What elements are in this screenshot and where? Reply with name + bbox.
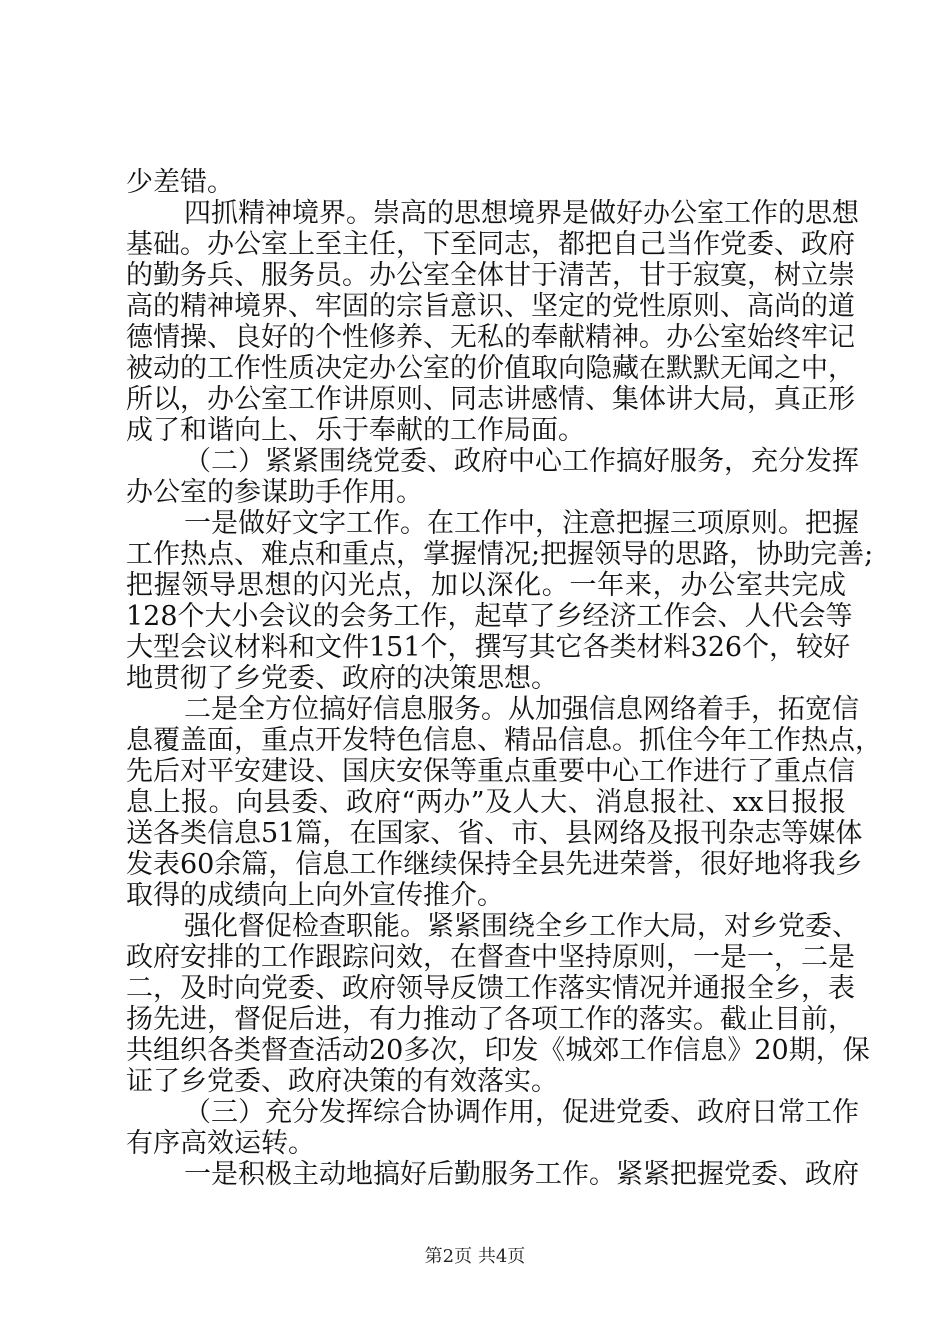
text-line: 一是做好文字工作。在工作中，注意把握三项原则。把握 [184, 508, 859, 539]
text-line: 128个大小会议的会务工作，起草了乡经济工作会、人代会等 [126, 601, 853, 632]
text-line: 送各类信息51篇，在国家、省、市、县网络及报刊杂志等媒体 [126, 818, 863, 849]
section-heading-line: 有序高效运转。 [126, 1128, 315, 1159]
text-line: 扬先进，督促后进，有力推动了各项工作的落实。截止目前， [126, 1004, 855, 1035]
text-line: 政府安排的工作跟踪问效，在督查中坚持原则，一是一，二是 [126, 942, 855, 973]
text-line: 证了乡党委、政府决策的有效落实。 [126, 1066, 558, 1097]
text-line: 的勤务兵、服务员。办公室全体甘于清苦，甘于寂寞，树立崇 [126, 260, 855, 291]
text-line: 德情操、良好的个性修养、无私的奉献精神。办公室始终牢记 [126, 322, 855, 353]
section-heading-line: （三）充分发挥综合协调作用，促进党委、政府日常工作 [184, 1097, 859, 1128]
text-line: 二是全方位搞好信息服务。从加强信息网络着手，拓宽信 [184, 694, 859, 725]
text-line: 先后对平安建设、国庆安保等重点重要中心工作进行了重点信 [126, 756, 855, 787]
page-footer: 第2页 共4页 [424, 1246, 526, 1267]
text-line: 所以，办公室工作讲原则、同志讲感情、集体讲大局，真正形 [126, 384, 855, 415]
text-line: 把握领导思想的闪光点，加以深化。一年来，办公室共完成 [126, 570, 846, 601]
text-line: 工作热点、难点和重点，掌握情况;把握领导的思路，协助完善; [126, 539, 874, 570]
text-line: 成了和谐向上、乐于奉献的工作局面。 [126, 415, 585, 446]
text-line: 基础。办公室上至主任，下至同志，都把自己当作党委、政府 [126, 229, 855, 260]
text-line: 高的精神境界、牢固的宗旨意识、坚定的党性原则、高尚的道 [126, 291, 855, 322]
text-line: 被动的工作性质决定办公室的价值取向隐藏在默默无闻之中， [126, 353, 855, 384]
text-line: 一是积极主动地搞好后勤服务工作。紧紧把握党委、政府 [184, 1159, 859, 1190]
text-line: 二，及时向党委、政府领导反馈工作落实情况并通报全乡，表 [126, 973, 855, 1004]
text-line: 强化督促检查职能。紧紧围绕全乡工作大局，对乡党委、 [184, 911, 859, 942]
section-heading-line: （二）紧紧围绕党委、政府中心工作搞好服务，充分发挥 [184, 446, 859, 477]
text-line: 大型会议材料和文件151个，撰写其它各类材料326个，较好 [126, 632, 851, 663]
text-line: 共组织各类督查活动20多次，印发《城郊工作信息》20期，保 [126, 1035, 870, 1066]
text-line: 四抓精神境界。崇高的思想境界是做好办公室工作的思想 [184, 198, 859, 229]
text-line: 发表60余篇，信息工作继续保持全县先进荣誉，很好地将我乡 [126, 849, 863, 880]
section-heading-line: 办公室的参谋助手作用。 [126, 477, 423, 508]
text-line: 取得的成绩向上向外宣传推介。 [126, 880, 504, 911]
text-line: 地贯彻了乡党委、政府的决策思想。 [126, 663, 558, 694]
text-line: 息覆盖面，重点开发特色信息、精品信息。抓住今年工作热点， [126, 725, 882, 756]
text-line: 息上报。向县委、政府“两办”及人大、消息报社、xx日报报 [126, 787, 846, 818]
text-line: 少差错。 [126, 167, 234, 198]
